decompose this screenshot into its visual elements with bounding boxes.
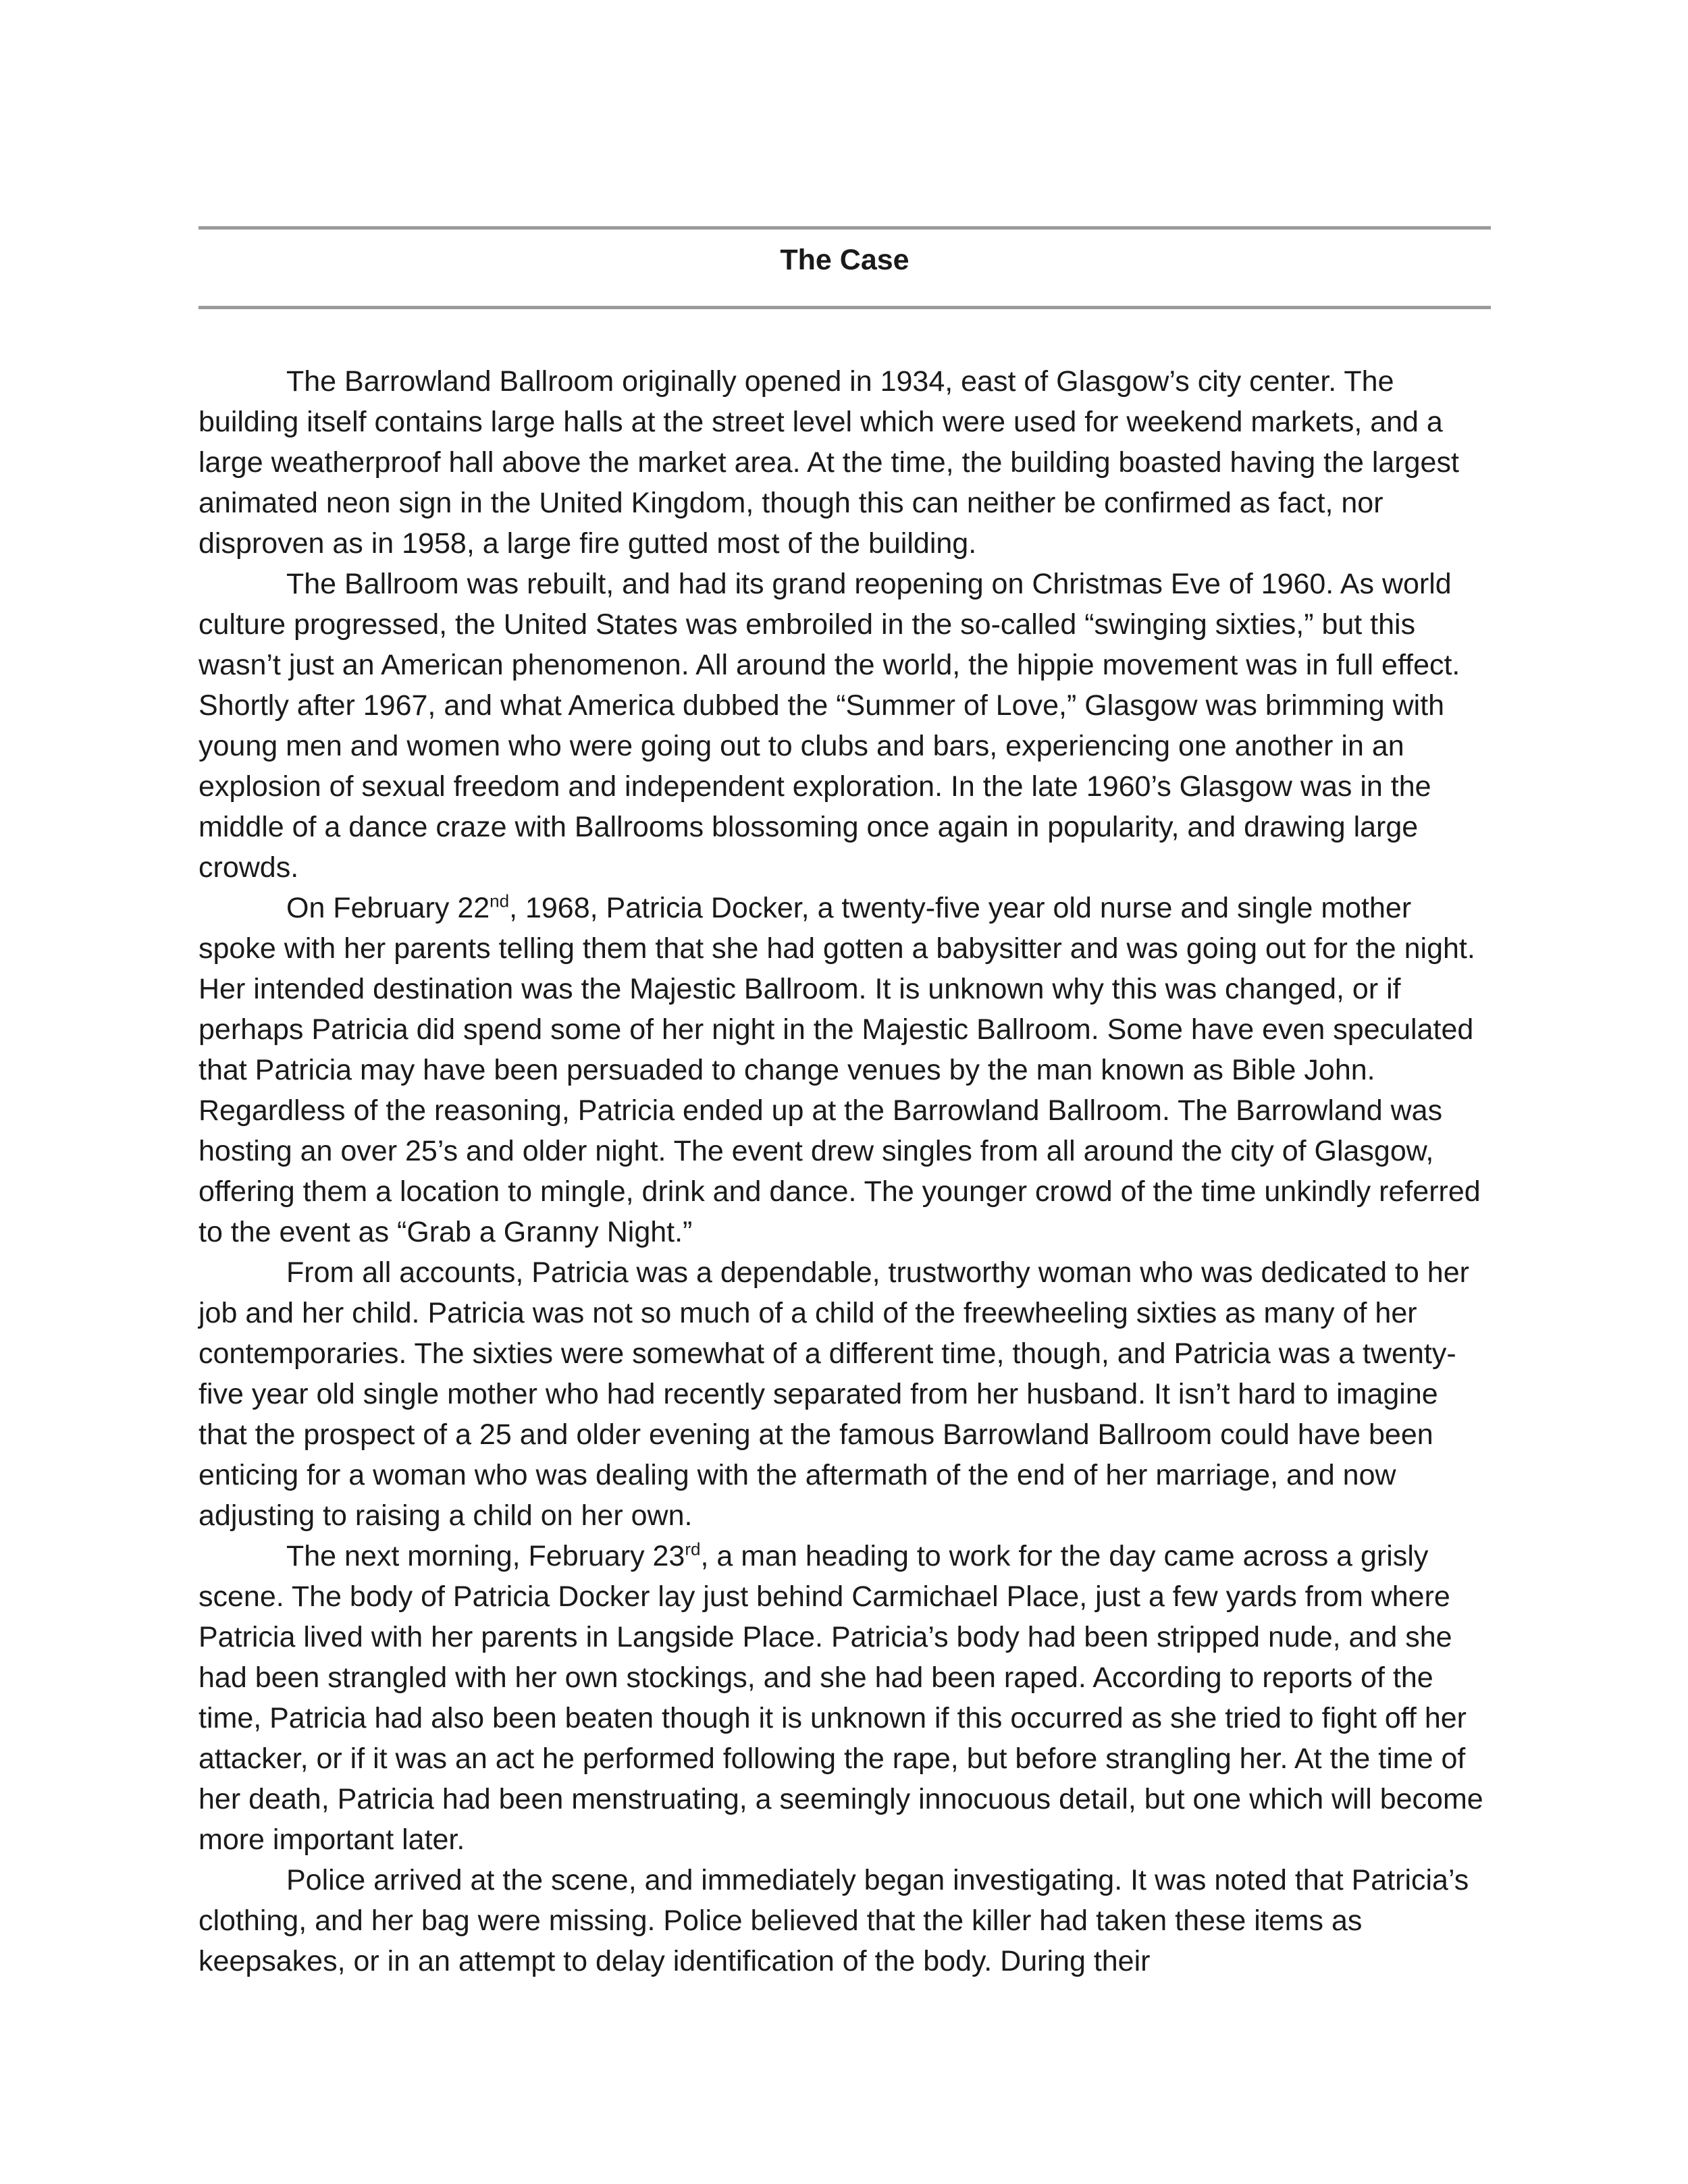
paragraph-6: Police arrived at the scene, and immediately began investigating. It was noted that Patricia’s clothing, and her bag were missing. Police believed that the killer had taken these items as keepsakes, or in an attempt to delay identification of the body. During their bbox=[199, 1864, 1469, 1977]
section-heading: The Case bbox=[780, 244, 909, 276]
ordinal-suffix: nd bbox=[490, 890, 510, 911]
paragraph-3 bbox=[199, 888, 1491, 1252]
paragraph-3-start: On February 22 bbox=[286, 892, 490, 924]
heading-bottom-rule bbox=[199, 306, 1491, 309]
paragraph-5-rest: , a man heading to work for the day came across a grisly scene. The body of Patricia Docker lay just behind Carmichael Place, just a few yards from where Patricia lived with her parents in Langside Place. Patricia’s body had been stripped nude, and she had been strangled with her own stockings, and she had been raped. According to reports of the time, Patricia had also been beaten though it is unknown if this occurred as she tried to fight off her attacker, or if it was an act he performed following the rape, but before strangling her. At the time of her death, Patricia had been menstruating, a seemingly innocuous detail, but one which will become more important later. bbox=[199, 1540, 1483, 1856]
ordinal-suffix: rd bbox=[685, 1539, 701, 1560]
paragraph-5 bbox=[199, 1536, 1491, 1860]
paragraph-1: The Barrowland Ballroom originally opened in 1934, east of Glasgow’s city center. The building itself contains large halls at the street level which were used for weekend markets, and a large weatherproof hall above the market area. At the time, the building boasted having the largest animated neon sign in the United Kingdom, though this can neither be confirmed as fact, nor disproven as in 1958, a large fire gutted most of the building. bbox=[199, 365, 1459, 560]
paragraph-5-start: The next morning, February 23 bbox=[286, 1540, 685, 1572]
body-text bbox=[199, 361, 1491, 1981]
heading-top-rule bbox=[199, 226, 1491, 230]
paragraph-2: The Ballroom was rebuilt, and had its grand reopening on Christmas Eve of 1960. As world culture progressed, the United States was embroiled in the so-called “swinging sixties,” but this wasn’t just an American phenomenon. All around the world, the hippie movement was in full effect. Shortly after 1967, and what America dubbed the “Summer of Love,” Glasgow was brimming with young men and women who were going out to clubs and bars, experiencing one another in an explosion of sexual freedom and independent exploration. In the late 1960’s Glasgow was in the middle of a dance craze with Ballrooms blossoming once again in popularity, and drawing large crowds. bbox=[199, 568, 1460, 884]
paragraph-4: From all accounts, Patricia was a dependable, trustworthy woman who was dedicated to her job and her child. Patricia was not so much of a child of the freewheeling sixties as many of her contemporaries. The sixties were somewhat of a different time, though, and Patricia was a twenty-five year old single mother who had recently separated from her husband. It isn’t hard to imagine that the prospect of a 25 and older evening at the famous Barrowland Ballroom could have been enticing for a woman who was dealing with the aftermath of the end of her marriage, and now adjusting to raising a child on her own. bbox=[199, 1256, 1469, 1532]
paragraph-3-rest: , 1968, Patricia Docker, a twenty-five year old nurse and single mother spoke with her parents telling them that she had gotten a babysitter and was going out for the night. Her intended destination was the Majestic Ballroom. It is unknown why this was changed, or if perhaps Patricia did spend some of her night in the Majestic Ballroom. Some have even speculated that Patricia may have been persuaded to change venues by the man known as Bible John. Regardless of the reasoning, Patricia ended up at the Barrowland Ballroom. The Barrowland was hosting an over 25’s and older night. The event drew singles from all around the city of Glasgow, offering them a location to mingle, drink and dance. The younger crowd of the time unkindly referred to the event as “Grab a Granny Night.” bbox=[199, 892, 1481, 1248]
